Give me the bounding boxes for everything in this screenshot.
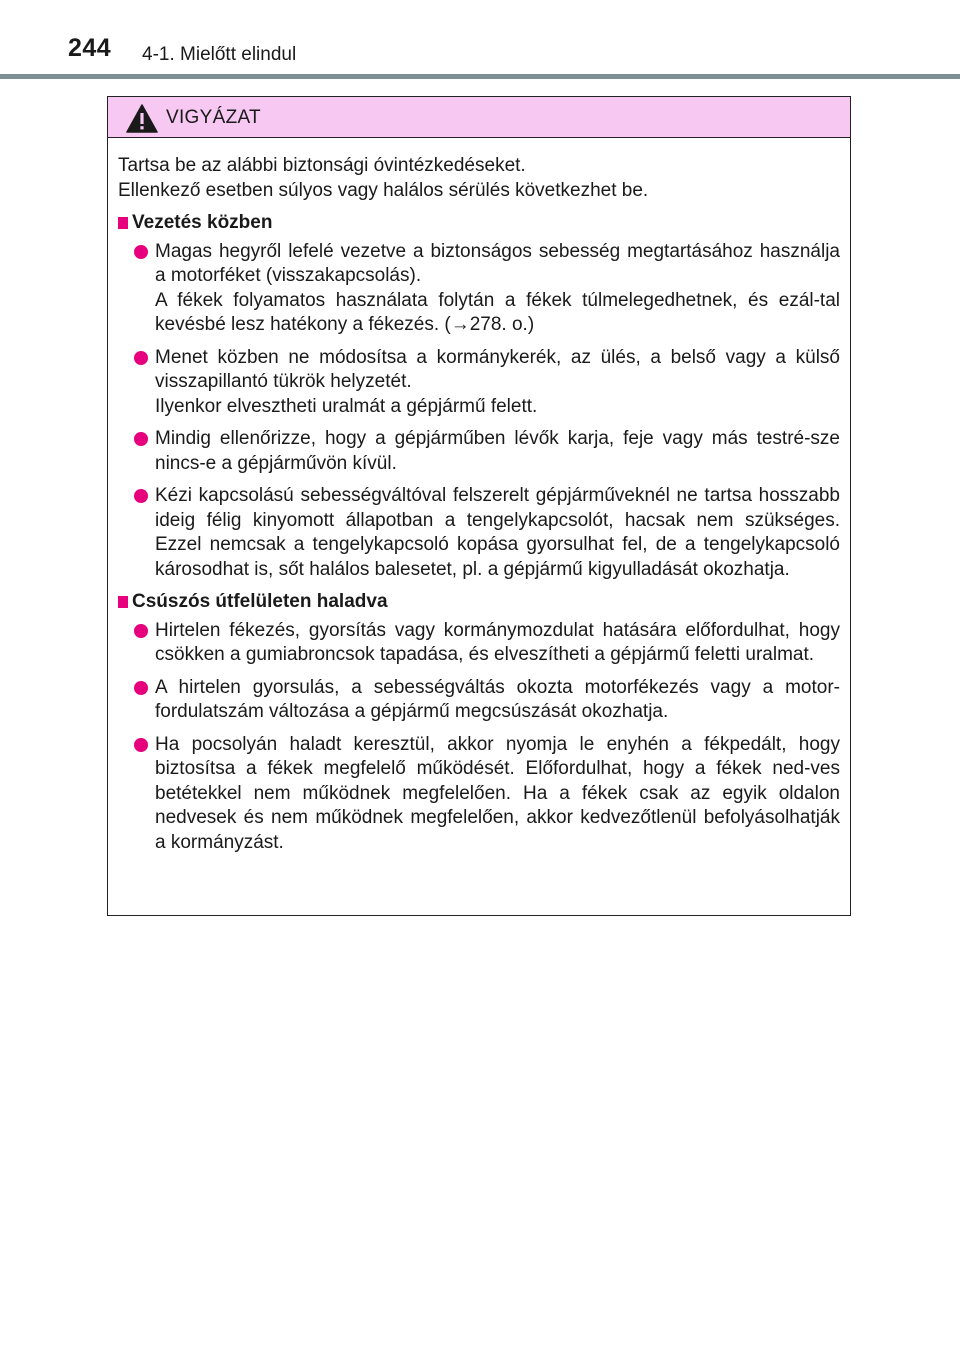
list-item: Hirtelen fékezés, gyorsítás vagy kormánymozdulat hatására előfordulhat, hogy csökken a gumiabroncsok tapadása, és elveszítheti a gépjármű feletti uralmat. bbox=[118, 619, 840, 668]
warning-box bbox=[107, 96, 851, 916]
warning-body bbox=[108, 138, 850, 855]
round-bullet-icon bbox=[134, 432, 148, 446]
header-divider bbox=[0, 74, 960, 79]
list-item: Kézi kapcsolású sebességváltóval felszerelt gépjárműveknél ne tartsa hosszabb ideig félig kinyomott állapotban a tengelykapcsolót, hacsak nem szükséges. Ezzel nemcsak a tengelykapcsoló kopása gyorsulhat fel, de a tengelykapcsoló károsodhat is, sőt halálos balesetet, pl. a gépjármű kigyulladását okozhatja. bbox=[118, 484, 840, 582]
round-bullet-icon bbox=[134, 351, 148, 365]
round-bullet-icon bbox=[134, 738, 148, 752]
list-item: A hirtelen gyorsulás, a sebességváltás okozta motorfékezés vagy a motor-fordulatszám változása a gépjármű megcsúszását okozhatja. bbox=[118, 676, 840, 725]
list-item: Ha pocsolyán haladt keresztül, akkor nyomja le enyhén a fékpedált, hogy biztosítsa a fékek megfelelő működését. Előfordulhat, hogy a fékek ned-ves betétekkel nem működnek megfelelően. Ha a fékek csak az egyik oldalon nedvesek és nem működnek megfelelően, akkor kedvezőtlenül befolyásolhatják a kormányzást. bbox=[118, 733, 840, 856]
warning-intro bbox=[118, 154, 840, 203]
round-bullet-icon bbox=[134, 681, 148, 695]
warning-triangle-icon bbox=[126, 104, 158, 133]
page-number: 244 bbox=[68, 34, 112, 62]
round-bullet-icon bbox=[134, 245, 148, 259]
section-heading: Vezetés közben bbox=[118, 211, 840, 236]
list-item: Magas hegyről lefelé vezetve a biztonságos sebesség megtartásához használja a motorféket (visszakapcsolás). A fékek folyamatos használata folytán a fékek túlmelegedhetnek, és ezál-tal kevésbé lesz hatékony a fékezés. (→278. o.) bbox=[118, 240, 840, 338]
page-header bbox=[0, 0, 960, 80]
intro-line: Tartsa be az alábbi biztonsági óvintézkedéseket. bbox=[118, 155, 526, 176]
section-heading: Csúszós útfelületen haladva bbox=[118, 590, 840, 615]
list-item: Menet közben ne módosítsa a kormánykerék, az ülés, a belső vagy a külső visszapillantó tükrök helyzetét. Ilyenkor elvesztheti uralmát a gépjármű felett. bbox=[118, 346, 840, 420]
round-bullet-icon bbox=[134, 624, 148, 638]
list-item: Mindig ellenőrizze, hogy a gépjárműben lévők karja, feje vagy más testré-sze nincs-e a gépjárművön kívül. bbox=[118, 427, 840, 476]
warning-label: VIGYÁZAT bbox=[166, 107, 261, 128]
section-title: 4-1. Mielőtt elindul bbox=[142, 44, 297, 65]
square-bullet-icon bbox=[118, 596, 128, 608]
warning-header bbox=[108, 97, 850, 138]
round-bullet-icon bbox=[134, 489, 148, 503]
square-bullet-icon bbox=[118, 217, 128, 229]
intro-line: Ellenkező esetben súlyos vagy halálos sérülés következhet be. bbox=[118, 179, 649, 201]
